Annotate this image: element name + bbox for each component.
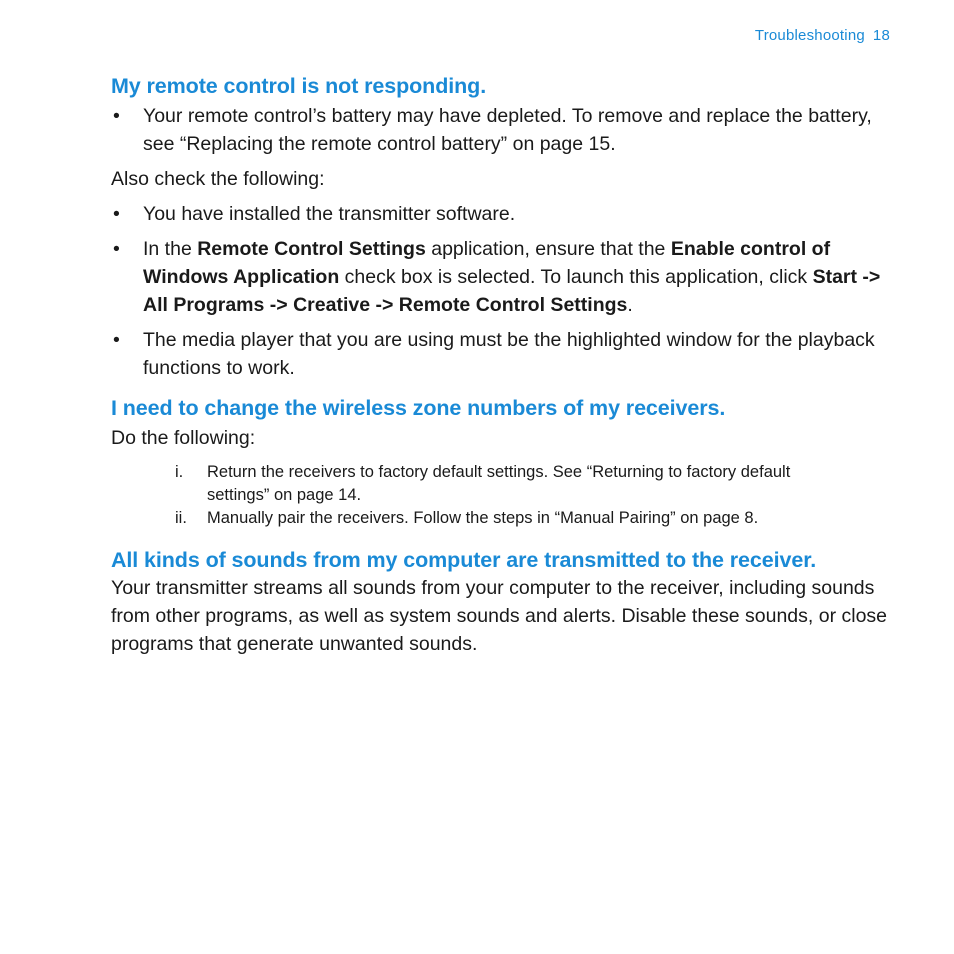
step-text: Return the receivers to factory default settings. See “Returning to factory default settings” on page 14. bbox=[207, 463, 791, 504]
bullet-text: You have installed the transmitter software. bbox=[143, 203, 516, 225]
bullet-list-checks bbox=[111, 200, 891, 382]
paragraph-also-check: Also check the following: bbox=[111, 168, 325, 190]
section-heading-remote: My remote control is not responding. bbox=[111, 74, 487, 98]
text-run: application, ensure that the bbox=[425, 238, 671, 260]
paragraph-sounds: Your transmitter streams all sounds from your computer to the receiver, including sounds from other programs, as well as system sounds and alerts. Disable these sounds, or close programs that generate unwanted sounds. bbox=[111, 577, 888, 655]
bullet-text bbox=[143, 238, 880, 316]
step-text: Manually pair the receivers. Follow the steps in “Manual Pairing” on page 8. bbox=[207, 509, 759, 527]
text-run: In the bbox=[143, 238, 198, 260]
numbered-steps bbox=[111, 461, 891, 530]
bullet-glyph: • bbox=[113, 105, 120, 127]
text-run: . bbox=[627, 294, 633, 316]
bullet-glyph: • bbox=[113, 329, 120, 351]
list-item bbox=[175, 461, 827, 507]
bold-app-name: Remote Control Settings bbox=[197, 238, 426, 260]
list-item bbox=[111, 326, 891, 382]
running-header bbox=[755, 27, 890, 44]
list-item bbox=[111, 200, 891, 228]
step-number: i. bbox=[175, 463, 184, 481]
list-item bbox=[111, 235, 891, 319]
section-heading-wireless-zone: I need to change the wireless zone numbers of my receivers. bbox=[111, 396, 726, 420]
bullet-glyph: • bbox=[113, 203, 120, 225]
step-number: ii. bbox=[175, 509, 187, 527]
bold-menu-path: Start -> All Programs -> Creative -> Remote Control Settings bbox=[143, 266, 881, 316]
text-run: check box is selected. To launch this application, click bbox=[339, 266, 813, 288]
page-number: 18 bbox=[872, 27, 890, 44]
section-heading-sounds: All kinds of sounds from my computer are transmitted to the receiver. bbox=[111, 548, 817, 572]
list-item bbox=[111, 102, 891, 158]
bold-checkbox-name: Enable control of Windows Application bbox=[143, 238, 831, 288]
bullet-list-battery bbox=[111, 102, 891, 158]
bullet-text: Your remote control’s battery may have depleted. To remove and replace the battery, see “Replacing the remote control battery” on page 15. bbox=[143, 105, 872, 155]
page-content bbox=[111, 72, 891, 658]
bullet-text: The media player that you are using must be the highlighted window for the playback functions to work. bbox=[143, 329, 875, 379]
paragraph-do-following: Do the following: bbox=[111, 427, 256, 449]
bullet-glyph: • bbox=[113, 238, 120, 260]
section-title: Troubleshooting bbox=[754, 27, 865, 44]
list-item bbox=[175, 507, 827, 530]
